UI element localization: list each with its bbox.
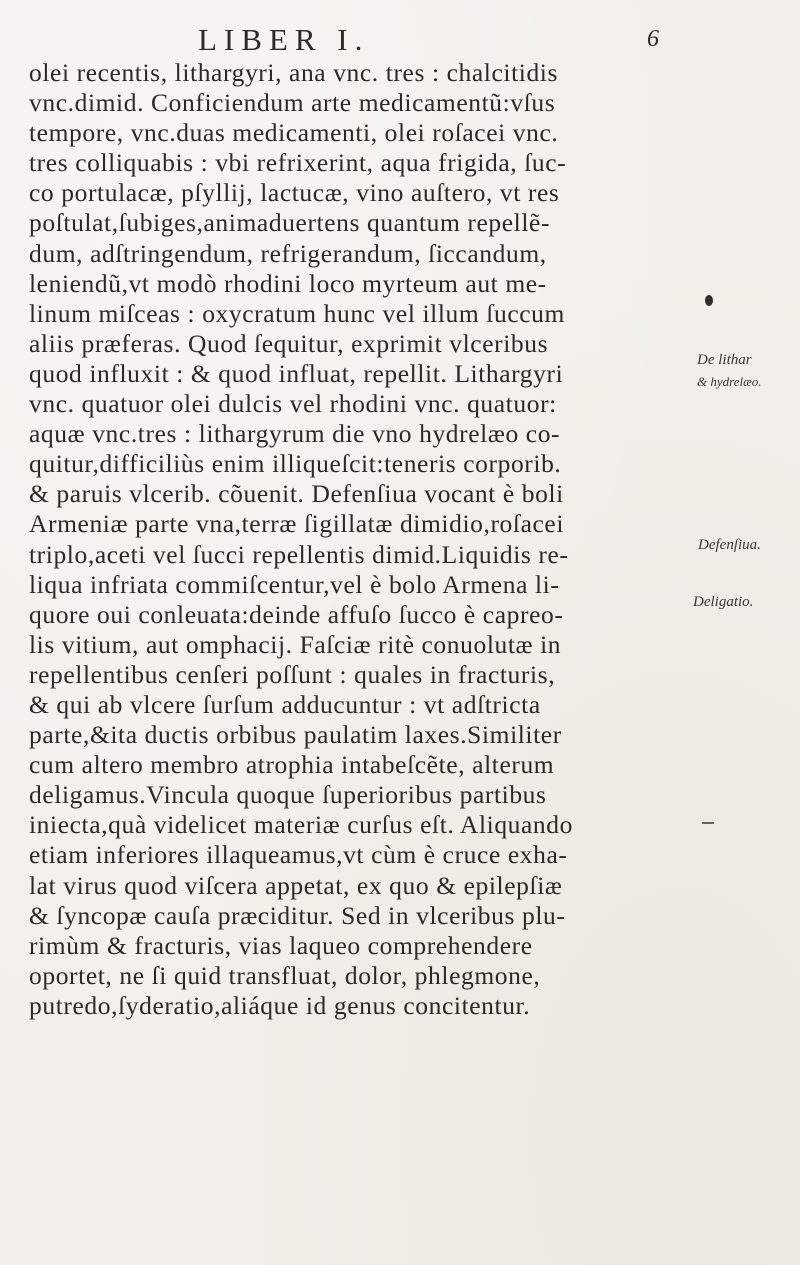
text-line: parte,&ita ductis orbibus paulatim laxes.Similiter (29, 720, 562, 750)
text-line: triplo,aceti vel ſucci repellentis dimid.Liquidis re- (29, 539, 569, 569)
text-line: vnc.dimid. Conficiendum arte medicamentũ:vſus (29, 88, 556, 118)
margin-note-defensiua: Defenſiua. (698, 537, 761, 553)
text-line: rimùm & fracturis, vias laqueo comprehendere (29, 930, 533, 960)
text-line: linum miſceas : oxycratum hunc vel illum ſuccum (29, 298, 565, 328)
text-line: poſtulat,ſubiges,animaduertens quantum repellẽ- (29, 208, 551, 238)
text-line: quod influxit : & quod influat, repellit. Lithargyri (29, 358, 564, 388)
text-line: & ſyncopæ cauſa præciditur. Sed in vlceribus plu- (29, 900, 566, 930)
margin-note-hydrelaeo: & hydrelæo. (697, 374, 762, 389)
text-line: lat virus quod viſcera appetat, ex quo & epilepſiæ (29, 870, 563, 900)
text-line: aliis præferas. Quod ſequitur, exprimit vlceribus (29, 328, 549, 358)
text-line: & paruis vlcerib. cõuenit. Defenſiua vocant è boli (29, 479, 564, 509)
text-line: oportet, ne ſi quid transfluat, dolor, phlegmone, (29, 960, 541, 990)
page-header (0, 22, 800, 58)
text-line: co portulacæ, pſyllij, lactucæ, vino auſtero, vt res (29, 178, 560, 208)
text-line: quitur,difficiliùs enim illiqueſcit:teneris corporib. (29, 449, 562, 479)
text-line: olei recentis, lithargyri, ana vnc. tres : chalcitidis (29, 58, 559, 87)
text-line: & qui ab vlcere ſurſum adducuntur : vt adſtricta (29, 689, 541, 719)
text-line: aquæ vnc.tres : lithargyrum die vno hydrelæo co- (29, 419, 561, 449)
text-line: repellentibus cenſeri poſſunt : quales in fracturis, (29, 659, 556, 689)
text-line: dum, adſtringendum, refrigerandum, ſiccandum, (29, 238, 547, 268)
text-line: leniendũ,vt modò rhodini loco myrteum aut me- (29, 268, 547, 298)
margin-note-lithar: De lithar (697, 352, 752, 368)
text-line: tres colliquabis : vbi refrixerint, aqua frigida, ſuc- (29, 148, 567, 178)
text-line: tempore, vnc.duas medicamenti, olei roſacei vnc. (29, 118, 559, 148)
running-title: LIBER I. (198, 22, 370, 57)
text-line: vnc. quatuor olei dulcis vel rhodini vnc. quatuor: (29, 389, 557, 419)
text-line: Armeniæ parte vna,terræ ſigillatæ dimidio,roſacei (29, 509, 565, 539)
text-line: iniecta,quà videlicet materiæ curſus eſt. Aliquando (29, 810, 573, 840)
text-line: quore oui conleuata:deinde affuſo ſucco è capreo- (29, 599, 564, 629)
text-line: deligamus.Vincula quoque ſuperioribus partibus (29, 780, 547, 810)
page-number: 6 (647, 26, 659, 52)
margin-note-deligatio: Deligatio. (693, 594, 754, 610)
text-line: putredo,ſyderatio,aliáque id genus concitentur. (29, 990, 531, 1020)
margin-dash-mark (702, 822, 714, 824)
ink-dot-mark (705, 295, 713, 306)
text-line: etiam inferiores illaqueamus,vt cùm è cruce exha- (29, 840, 568, 870)
body-text (29, 58, 679, 1021)
text-line: lis vitium, aut omphacij. Faſciæ ritè conuolutæ in (29, 629, 562, 659)
text-line: cum altero membro atrophia intabeſcẽte, alterum (29, 750, 555, 780)
text-line: liqua infriata commiſcentur,vel è bolo Armena li- (29, 569, 560, 599)
